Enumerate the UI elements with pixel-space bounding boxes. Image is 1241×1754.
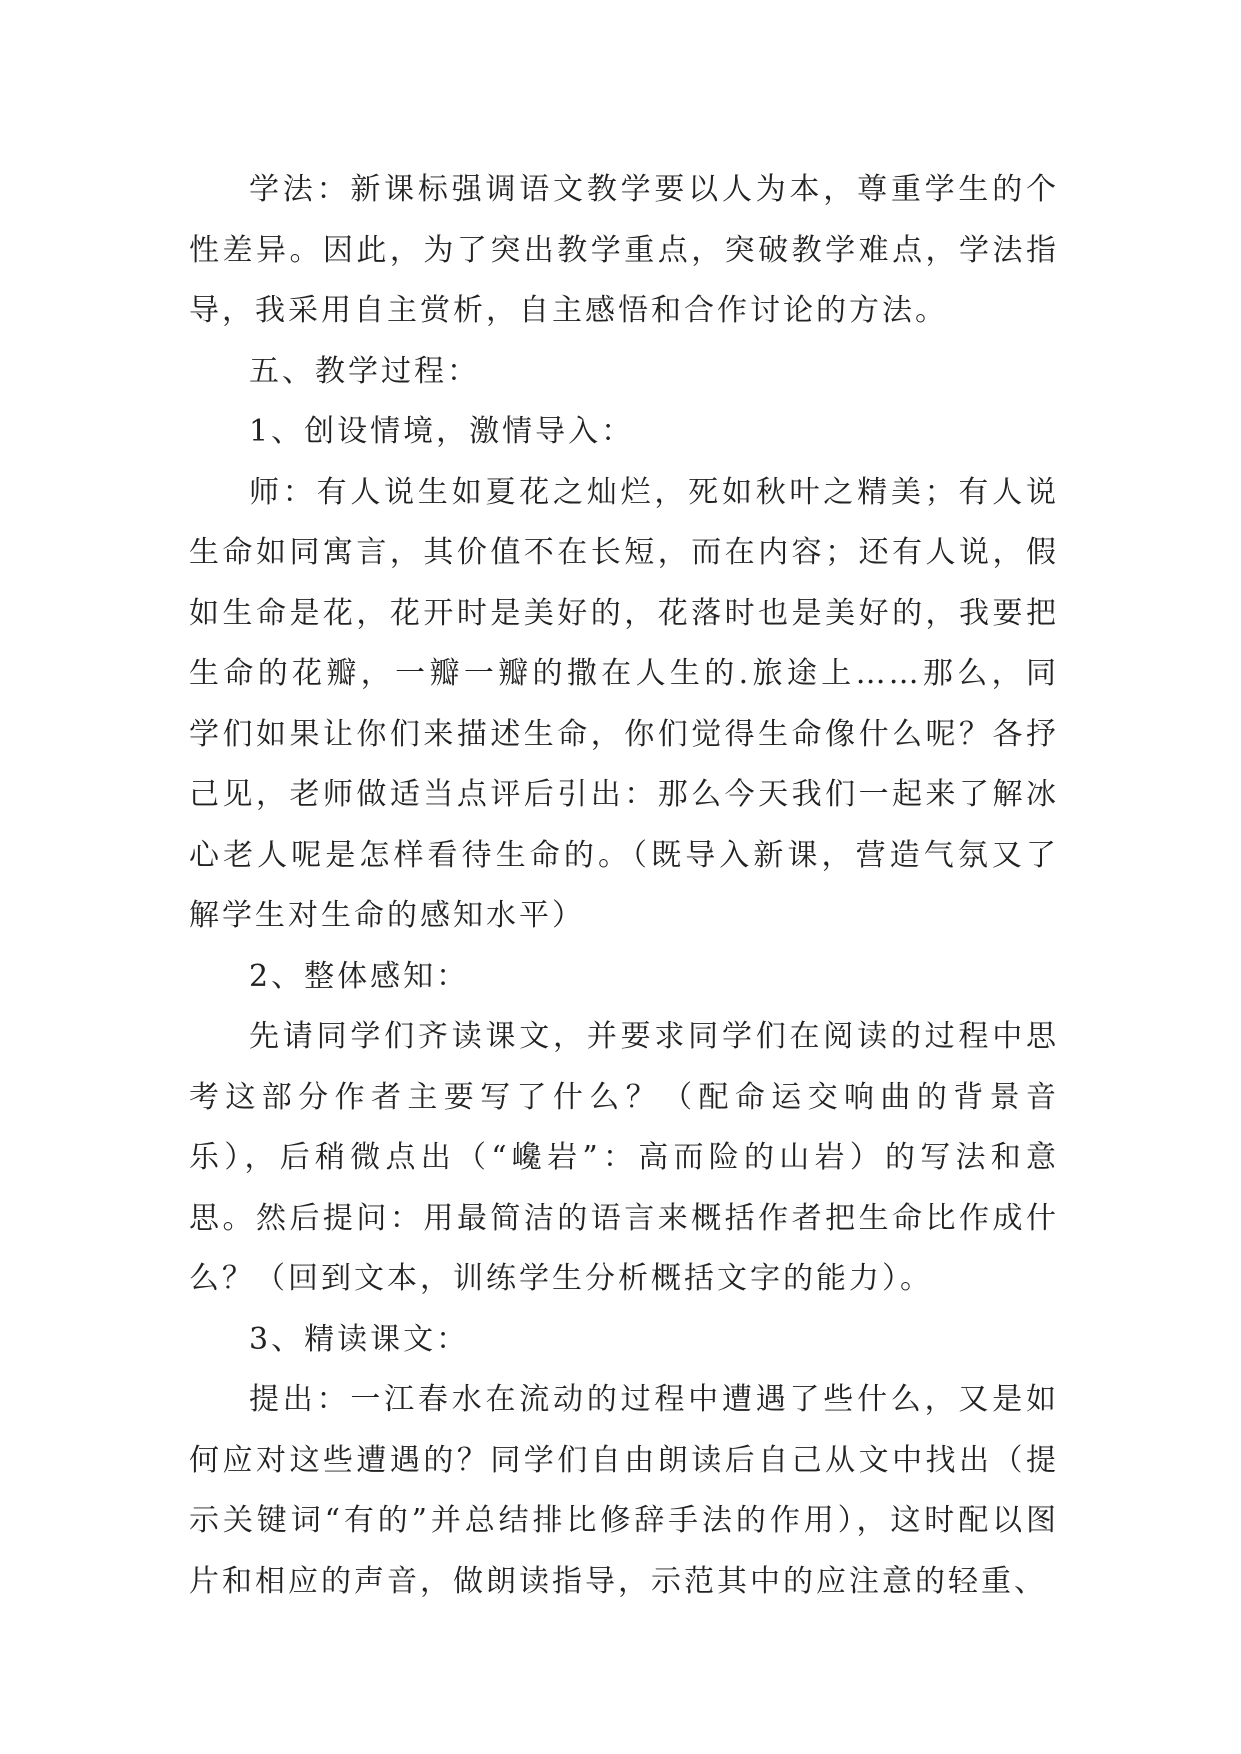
heading-step-2: 2、整体感知： [249,958,470,994]
paragraph-study-method: 学法：新课标强调语文教学要以人为本，尊重学生的个性差异。因此，为了突出教学重点，突破教学难点，学法指导，我采用自主赏析，自主感悟和合作讨论的方法。 [189,172,1059,328]
heading-step-3: 3、精读课文： [249,1321,470,1357]
paragraph-step-1: 师：有人说生如夏花之灿烂，死如秋叶之精美；有人说生命如同寓言，其价值不在长短，而在内容；还有人说，假如生命是花，花开时是美好的，花落时也是美好的，我要把生命的花瓣，一瓣一瓣的撒在人生的.旅途上……那么，同学们如果让你们来描述生命，你们觉得生命像什么呢？各抒己见，老师做适当点评后引出：那么今天我们一起来了解冰心老人呢是怎样看待生命的。（既导入新课，营造气氛又了解学生对生命的感知水平） [189,474,1059,933]
paragraph-step-2: 先请同学们齐读课文，并要求同学们在阅读的过程中思考这部分作者主要写了什么？（配命运交响曲的背景音乐），后稍微点出（“巉岩”：高而险的山岩）的写法和意思。然后提问：用最简洁的语言来概括作者把生命比作成什么？（回到文本，训练学生分析概括文字的能力）。 [189,1019,1059,1296]
heading-teaching-process: 五、教学过程： [249,353,480,389]
document-body [189,160,1059,1612]
heading-step-1: 1、创设情境，激情导入： [249,414,635,449]
paragraph-step-3: 提出：一江春水在流动的过程中遭遇了些什么，又是如何应对这些遭遇的？同学们自由朗读后自己从文中找出（提示关键词“有的”并总结排比修辞手法的作用），这时配以图片和相应的声音，做朗读指导，示范其中的应注意的轻重、 [189,1382,1059,1599]
